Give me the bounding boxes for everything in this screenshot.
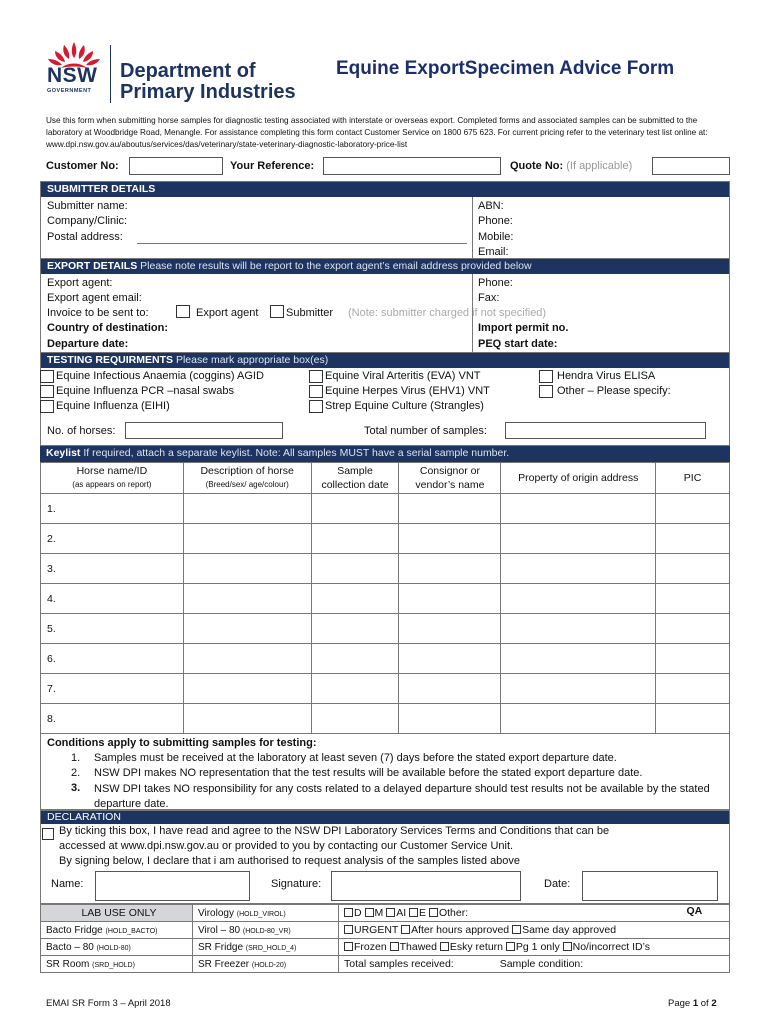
test-hendra-label: Hendra Virus ELISA: [557, 370, 656, 382]
cell[interactable]: [183, 614, 311, 644]
lab-qa: QA: [682, 905, 730, 922]
lab-frozen-checkbox[interactable]: [344, 942, 353, 951]
cell[interactable]: [501, 674, 656, 704]
cell[interactable]: [183, 554, 311, 584]
declaration-line1: By ticking this box, I have read and agree to the NSW DPI Laboratory Services Terms and Conditions that can be: [59, 825, 610, 837]
row-number: 7.: [41, 674, 184, 704]
col-horse: [41, 463, 184, 494]
nsw-logo: [44, 40, 304, 105]
export-header: [41, 259, 729, 274]
col-desc-text: Description of horse: [200, 465, 294, 477]
cell[interactable]: [501, 704, 656, 734]
lab-esky-label: Esky return: [449, 941, 503, 953]
cell[interactable]: [501, 614, 656, 644]
export-header-text: EXPORT DETAILS: [47, 260, 138, 272]
cell[interactable]: [183, 644, 311, 674]
lab-srroom: [41, 956, 193, 973]
keylist-header-row: [41, 463, 730, 494]
lab-virol80-text: Virol – 80: [198, 924, 241, 936]
lab-virol80-code: (HOLD-80_VR): [242, 927, 291, 935]
cell[interactable]: [311, 554, 399, 584]
declaration-checkbox[interactable]: [42, 828, 54, 840]
lab-row: [41, 956, 730, 973]
abn-label: ABN:: [478, 200, 504, 212]
country-label: Country of destination:: [47, 322, 168, 334]
lab-srfridge-text: SR Fridge: [198, 941, 244, 953]
submitter-section: [40, 181, 730, 259]
cell[interactable]: [311, 704, 399, 734]
invoice-label: Invoice to be sent to:: [47, 307, 149, 319]
name-input[interactable]: [95, 871, 250, 901]
logo-divider: [110, 45, 111, 103]
invoice-agent-checkbox[interactable]: [176, 305, 190, 318]
col-sample: Sample collection date: [311, 463, 399, 494]
row-number: 1.: [41, 494, 184, 524]
cell[interactable]: [311, 584, 399, 614]
lab-line4: [339, 956, 730, 973]
email-label: Email:: [478, 246, 509, 258]
customer-no-input[interactable]: [129, 157, 223, 175]
lab-srfridge-code: (SRD_HOLD_4): [245, 944, 297, 952]
declaration-section: [40, 810, 730, 904]
lab-srfreezer-text: SR Freezer: [198, 958, 250, 970]
cell[interactable]: [399, 494, 501, 524]
declaration-header: DECLARATION: [41, 811, 729, 824]
test-strep-checkbox[interactable]: [309, 400, 323, 413]
condition-3-num: 3.: [71, 782, 81, 794]
test-eihi-checkbox[interactable]: [40, 400, 54, 413]
import-permit-label: Import permit no.: [478, 322, 569, 334]
test-eihi-label: Equine Influenza (EIHI): [56, 400, 170, 412]
cell[interactable]: [656, 554, 730, 584]
cell[interactable]: [183, 674, 311, 704]
lab-row: [41, 905, 730, 922]
export-agent-email-label: Export agent email:: [47, 292, 142, 304]
condition-1-num: 1.: [71, 752, 81, 764]
lab-bacto-code: (HOLD_BACTO): [105, 927, 158, 935]
testing-section: [40, 352, 730, 446]
lab-d-checkbox[interactable]: [344, 908, 353, 917]
lab-virol80: [193, 922, 339, 939]
test-eva-label: Equine Viral Arteritis (EVA) VNT: [325, 370, 481, 382]
cell[interactable]: [183, 704, 311, 734]
invoice-agent-label: Export agent: [196, 307, 259, 319]
company-label: Company/Clinic:: [47, 215, 128, 227]
signature-input[interactable]: [331, 871, 521, 901]
your-reference-label: Your Reference:: [230, 160, 315, 172]
condition-1-text: Samples must be received at the laboratory at least seven (7) days before the stated export departure date.: [94, 752, 617, 764]
test-ei-pcr-label: Equine Influenza PCR –nasal swabs: [56, 385, 234, 397]
conditions-section: [40, 734, 730, 810]
col-desc: [183, 463, 311, 494]
lab-virology: [193, 905, 339, 922]
cell[interactable]: [501, 494, 656, 524]
lab-srroom-text: SR Room: [46, 958, 90, 970]
cell[interactable]: [501, 644, 656, 674]
condition-2-text: NSW DPI makes NO representation that the test results will be available before the stated export departure date.: [94, 767, 643, 779]
postal-label: Postal address:: [47, 231, 123, 243]
cell[interactable]: [399, 554, 501, 584]
declaration-line2: accessed at www.dpi.nsw.gov.au or provided to you by contacting our Customer Service Unit.: [59, 840, 514, 852]
test-eia-checkbox[interactable]: [40, 370, 54, 383]
cell[interactable]: [183, 524, 311, 554]
table-row: [41, 584, 730, 614]
lab-line2: [339, 922, 730, 939]
lab-condition-label: Sample condition:: [499, 958, 584, 970]
logo-nsw: NSW: [47, 64, 98, 87]
footer-page-num: 1: [692, 998, 699, 1009]
col-pic: PIC: [656, 463, 730, 494]
condition-2-num: 2.: [71, 767, 81, 779]
lab-srroom-code: (SRD_HOLD): [92, 961, 135, 969]
cell[interactable]: [183, 584, 311, 614]
test-other-checkbox[interactable]: [539, 385, 553, 398]
submitter-divider: [472, 197, 473, 259]
lab-m-label: M: [374, 907, 384, 919]
lab-d-label: D: [354, 907, 362, 919]
lab-afterhours-label: After hours approved: [411, 924, 510, 936]
lab-pg1-checkbox[interactable]: [506, 942, 515, 951]
cell[interactable]: [656, 494, 730, 524]
lab-other-label: Other:: [438, 907, 469, 919]
departure-label: Departure date:: [47, 338, 129, 350]
cell[interactable]: [501, 554, 656, 584]
date-input[interactable]: [582, 871, 718, 901]
lab-afterhours-checkbox[interactable]: [401, 925, 410, 934]
table-row: [41, 674, 730, 704]
lab-row: [41, 939, 730, 956]
test-ei-pcr-checkbox[interactable]: [40, 385, 54, 398]
quote-note: (If applicable): [566, 160, 633, 172]
lab-sameday-label: Same day approved: [522, 924, 617, 936]
lab-ai-label: AI: [396, 907, 407, 919]
table-row: [41, 644, 730, 674]
testing-header: [41, 353, 729, 368]
keylist-table: [40, 462, 730, 734]
submitter-header: [41, 182, 729, 197]
submitter-header-text: SUBMITTER DETAILS: [47, 183, 156, 195]
table-row: [41, 494, 730, 524]
cell[interactable]: [399, 674, 501, 704]
cell[interactable]: [656, 644, 730, 674]
no-horses-label: No. of horses:: [47, 425, 116, 437]
col-horse-sub: (as appears on report): [72, 480, 152, 489]
lab-noid-checkbox[interactable]: [563, 942, 572, 951]
lab-pg1-label: Pg 1 only: [515, 941, 560, 953]
col-consignor: Consignor or vendor’s name: [399, 463, 501, 494]
postal-line: [137, 243, 467, 244]
keylist-header: [40, 446, 730, 462]
testing-header-note: Please mark appropriate box(es): [175, 354, 329, 366]
cell[interactable]: [311, 644, 399, 674]
keylist-header-text: Keylist: [46, 447, 81, 459]
lab-thawed-checkbox[interactable]: [390, 942, 399, 951]
lab-line3: [339, 939, 730, 956]
your-reference-input[interactable]: [323, 157, 501, 175]
export-section: [40, 259, 730, 353]
lab-noid-label: No/incorrect ID’s: [572, 941, 651, 953]
test-eva-checkbox[interactable]: [309, 370, 323, 383]
peq-label: PEQ start date:: [478, 338, 558, 350]
lab-e-checkbox[interactable]: [409, 908, 418, 917]
export-phone-label: Phone:: [478, 277, 513, 289]
lab-srfreezer-code: (HOLD-20): [251, 961, 287, 969]
lab-esky-checkbox[interactable]: [440, 942, 449, 951]
row-number: 2.: [41, 524, 184, 554]
cell[interactable]: [183, 494, 311, 524]
test-hendra-checkbox[interactable]: [539, 370, 553, 383]
cell[interactable]: [311, 674, 399, 704]
no-horses-input[interactable]: [125, 422, 283, 439]
export-agent-label: Export agent:: [47, 277, 113, 289]
intro-text: Use this form when submitting horse samples for diagnostic testing associated with interstate or overseas export. Completed forms and associated samples can be submitted to the laboratory at Woodbridge Road, Menangle. For assistance completing this form contact Customer Service on 1800 675 623. For current pricing refer to the veterinary test list online at: www.dpi.nsw.gov.au/aboutus/services/das/veterinary/state-veterinary-diagnostic-laboratory-price-list: [46, 116, 708, 149]
conditions-title: Conditions apply to submitting samples for testing:: [47, 737, 317, 749]
lab-line1: [339, 905, 682, 922]
lab-virology-text: Virology: [198, 907, 234, 919]
lab-sameday-checkbox[interactable]: [512, 925, 521, 934]
logo-dept-line1: Department of: [120, 60, 256, 82]
lab-bacto: [41, 922, 193, 939]
testing-header-text: TESTING REQUIRMENTS: [47, 354, 174, 366]
export-header-note: Please note results will be report to the export agent’s email address provided below: [140, 260, 532, 272]
col-property: Property of origin address: [501, 463, 656, 494]
invoice-note: (Note: submitter charged if not specified): [348, 307, 547, 319]
table-row: [41, 704, 730, 734]
lab-row: [41, 922, 730, 939]
footer-page: [668, 998, 717, 1009]
lab-virology-code: (HOLD_VIROL): [236, 910, 286, 918]
cell[interactable]: [656, 524, 730, 554]
table-row: [41, 554, 730, 584]
cell[interactable]: [399, 614, 501, 644]
quote-no-label: [510, 160, 632, 172]
lab-use-table: [40, 904, 730, 973]
mobile-label: Mobile:: [478, 231, 514, 243]
keylist-header-note: If required, attach a separate keylist. Note: All samples MUST have a serial sample number.: [83, 447, 510, 459]
name-label: Name:: [51, 878, 84, 890]
quote-no-input[interactable]: [652, 157, 730, 175]
lab-ai-checkbox[interactable]: [386, 908, 395, 917]
cell[interactable]: [311, 494, 399, 524]
lab-total-label: Total samples received:: [344, 958, 454, 970]
footer-page-of: of: [700, 998, 709, 1009]
test-eia-label: Equine Infectious Anaemia (coggins) AGID: [56, 370, 264, 382]
row-number: 4.: [41, 584, 184, 614]
footer-form-id: EMAI SR Form 3 – April 2018: [46, 998, 171, 1009]
test-strep-label: Strep Equine Culture (Strangles): [325, 400, 484, 412]
test-ehv1-checkbox[interactable]: [309, 385, 323, 398]
cell[interactable]: [656, 704, 730, 734]
lab-bacto80-code: (HOLD-80): [96, 944, 131, 952]
cell[interactable]: [399, 524, 501, 554]
phone-label: Phone:: [478, 215, 513, 227]
footer-page-total: 2: [711, 998, 717, 1009]
signature-label: Signature:: [271, 878, 322, 890]
row-number: 6.: [41, 644, 184, 674]
footer-page-prefix: Page: [668, 998, 691, 1009]
cell[interactable]: [501, 584, 656, 614]
lab-bacto-text: Bacto Fridge: [46, 924, 103, 936]
lab-e-label: E: [419, 907, 427, 919]
lab-frozen-label: Frozen: [354, 941, 387, 953]
lab-thawed-label: Thawed: [399, 941, 437, 953]
invoice-submitter-checkbox[interactable]: [270, 305, 284, 318]
logo-dept-line2: Primary Industries: [120, 81, 296, 103]
col-horse-text: Horse name/ID: [76, 465, 148, 477]
col-desc-sub: (Breed/sex/ age/colour): [205, 480, 289, 489]
condition-3-text: NSW DPI takes NO responsibility for any costs related to a delayed departure should test results not be available by the stated departure date.: [94, 783, 710, 810]
logo-government: GOVERNMENT: [47, 88, 92, 94]
lab-srfridge: [193, 939, 339, 956]
export-fax-label: Fax:: [478, 292, 500, 304]
lab-other-checkbox[interactable]: [429, 908, 438, 917]
row-number: 8.: [41, 704, 184, 734]
cell[interactable]: [656, 614, 730, 644]
cell[interactable]: [311, 614, 399, 644]
cell[interactable]: [399, 644, 501, 674]
lab-use-label: LAB USE ONLY: [41, 905, 193, 922]
cell[interactable]: [501, 524, 656, 554]
declaration-line3: By signing below, I declare that i am authorised to request analysis of the samples listed above: [59, 855, 521, 867]
lab-bacto80-text: Bacto – 80: [46, 941, 94, 953]
lab-srfreezer: [193, 956, 339, 973]
row-number: 3.: [41, 554, 184, 584]
quote-no-text: Quote No:: [510, 160, 564, 172]
table-row: [41, 614, 730, 644]
submitter-name-label: Submitter name:: [47, 200, 128, 212]
cell[interactable]: [399, 584, 501, 614]
cell[interactable]: [656, 674, 730, 704]
date-label: Date:: [544, 878, 571, 890]
row-number: 5.: [41, 614, 184, 644]
lab-urgent-label: URGENT: [354, 924, 399, 936]
invoice-submitter-label: Submitter: [286, 307, 334, 319]
lab-bacto80: [41, 939, 193, 956]
lab-urgent-checkbox[interactable]: [344, 925, 353, 934]
lab-m-checkbox[interactable]: [365, 908, 374, 917]
page-title: Equine ExportSpecimen Advice Form: [336, 58, 675, 79]
table-row: [41, 524, 730, 554]
test-other-label: Other – Please specify:: [557, 385, 671, 397]
test-ehv1-label: Equine Herpes Virus (EHV1) VNT: [325, 385, 490, 397]
total-samples-label: Total number of samples:: [364, 425, 487, 437]
cell[interactable]: [656, 584, 730, 614]
customer-no-label: Customer No:: [46, 160, 119, 172]
cell[interactable]: [311, 524, 399, 554]
cell[interactable]: [399, 704, 501, 734]
total-samples-input[interactable]: [505, 422, 706, 439]
